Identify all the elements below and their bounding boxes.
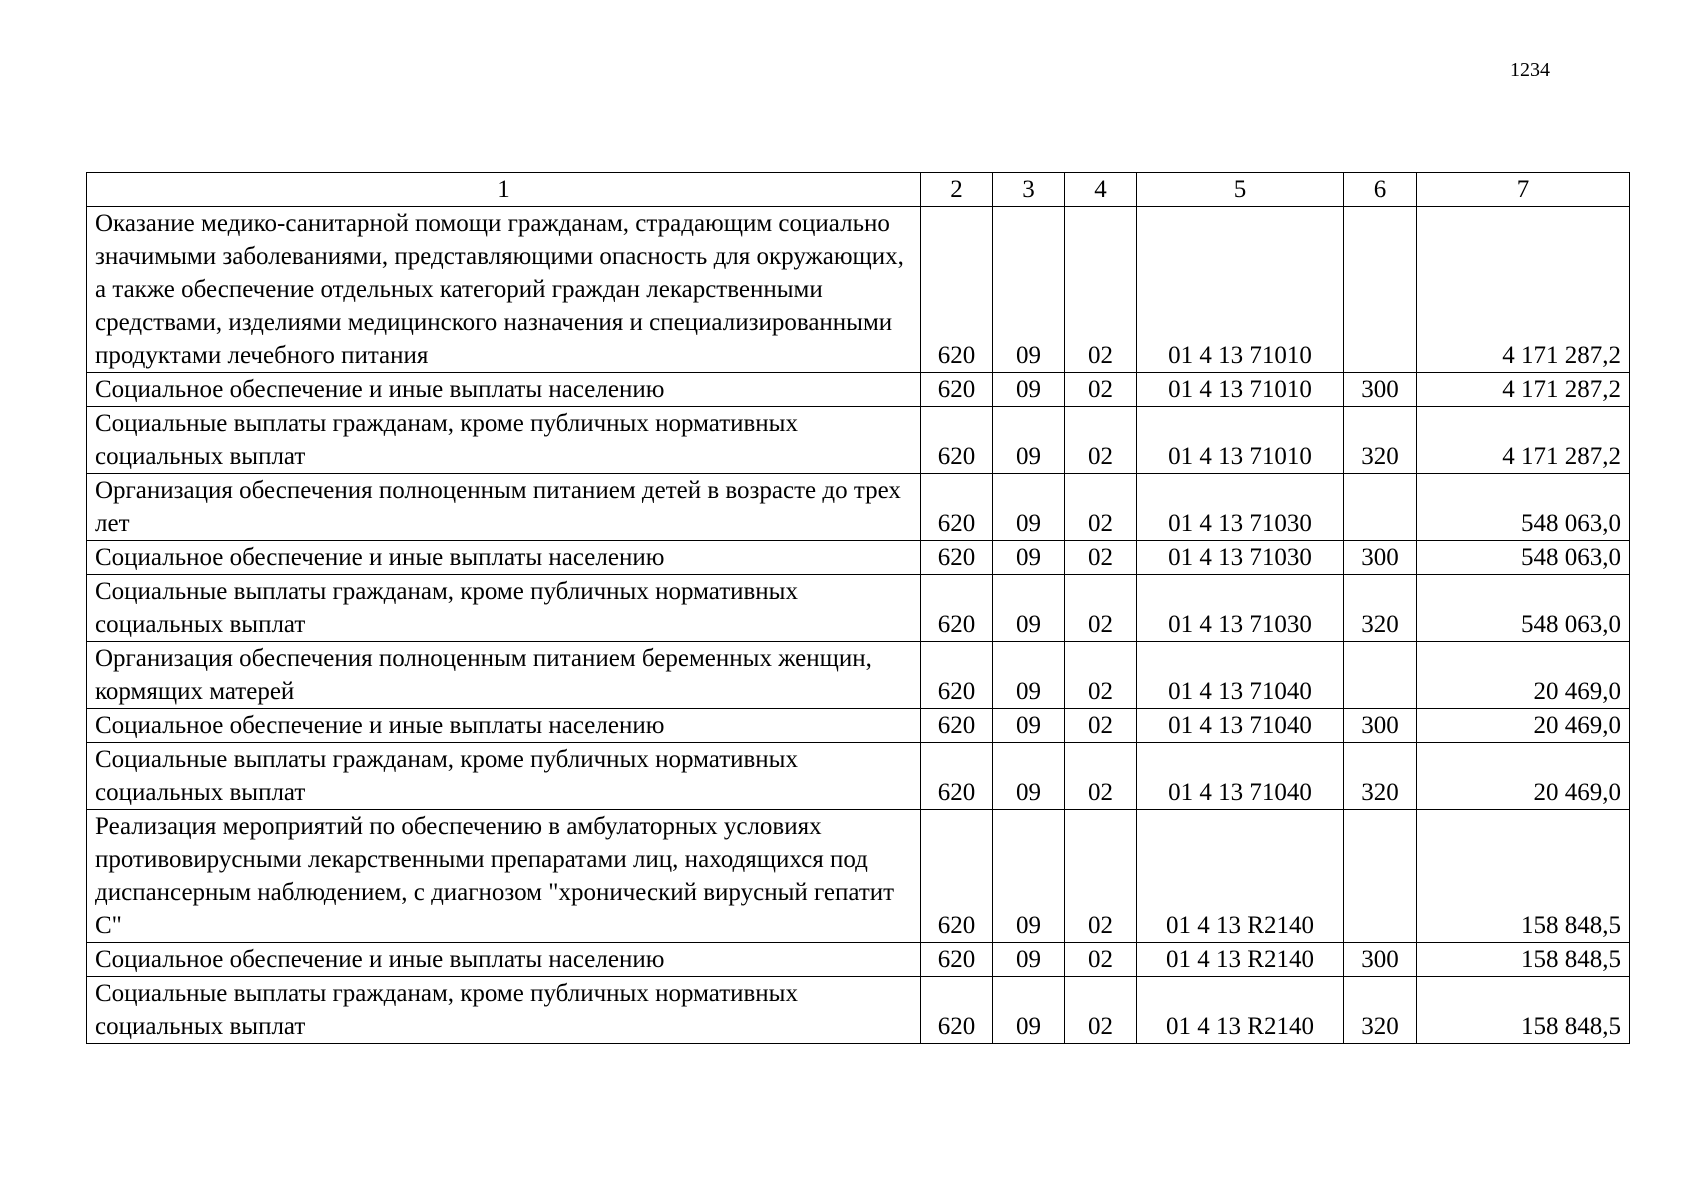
row-name: Социальные выплаты гражданам, кроме публичных нормативных социальных выплат [87, 743, 921, 810]
cell-col3: 09 [993, 810, 1065, 943]
cell-col3: 09 [993, 207, 1065, 373]
cell-col3: 09 [993, 575, 1065, 642]
cell-col4: 02 [1065, 207, 1137, 373]
cell-col3: 09 [993, 943, 1065, 977]
cell-col5: 01 4 13 71010 [1137, 373, 1344, 407]
cell-col3: 09 [993, 541, 1065, 575]
cell-col6: 320 [1344, 407, 1417, 474]
cell-col5: 01 4 13 71030 [1137, 575, 1344, 642]
cell-col2: 620 [921, 943, 993, 977]
cell-col5: 01 4 13 71010 [1137, 207, 1344, 373]
column-header-7: 7 [1417, 173, 1630, 207]
cell-col5: 01 4 13 71040 [1137, 709, 1344, 743]
cell-col6: 320 [1344, 575, 1417, 642]
table-row [87, 407, 1630, 474]
column-header-3: 3 [993, 173, 1065, 207]
cell-col7: 158 848,5 [1417, 943, 1630, 977]
cell-col4: 02 [1065, 541, 1137, 575]
table-row [87, 709, 1630, 743]
cell-col7: 548 063,0 [1417, 474, 1630, 541]
cell-col6: 300 [1344, 709, 1417, 743]
cell-col7: 548 063,0 [1417, 575, 1630, 642]
column-header-5: 5 [1137, 173, 1344, 207]
cell-col7: 20 469,0 [1417, 743, 1630, 810]
table-row [87, 541, 1630, 575]
cell-col4: 02 [1065, 743, 1137, 810]
cell-col2: 620 [921, 810, 993, 943]
cell-col5: 01 4 13 71040 [1137, 743, 1344, 810]
cell-col5: 01 4 13 71030 [1137, 541, 1344, 575]
row-name: Организация обеспечения полноценным питанием детей в возрасте до трех лет [87, 474, 921, 541]
cell-col3: 09 [993, 474, 1065, 541]
cell-col2: 620 [921, 407, 993, 474]
table-row [87, 743, 1630, 810]
column-header-1: 1 [87, 173, 921, 207]
header-row [87, 173, 1630, 207]
cell-col7: 158 848,5 [1417, 977, 1630, 1044]
cell-col4: 02 [1065, 709, 1137, 743]
cell-col2: 620 [921, 373, 993, 407]
row-name: Организация обеспечения полноценным питанием беременных женщин, кормящих матерей [87, 642, 921, 709]
table-row [87, 977, 1630, 1044]
table-row [87, 943, 1630, 977]
cell-col4: 02 [1065, 810, 1137, 943]
cell-col6: 300 [1344, 373, 1417, 407]
cell-col7: 20 469,0 [1417, 709, 1630, 743]
cell-col3: 09 [993, 743, 1065, 810]
cell-col5: 01 4 13 R2140 [1137, 977, 1344, 1044]
table-row [87, 575, 1630, 642]
cell-col3: 09 [993, 977, 1065, 1044]
cell-col3: 09 [993, 373, 1065, 407]
cell-col3: 09 [993, 407, 1065, 474]
table-row [87, 207, 1630, 373]
row-name: Социальные выплаты гражданам, кроме публичных нормативных социальных выплат [87, 977, 921, 1044]
cell-col4: 02 [1065, 642, 1137, 709]
table-row [87, 373, 1630, 407]
cell-col7: 4 171 287,2 [1417, 373, 1630, 407]
column-header-6: 6 [1344, 173, 1417, 207]
column-header-2: 2 [921, 173, 993, 207]
cell-col4: 02 [1065, 474, 1137, 541]
cell-col7: 548 063,0 [1417, 541, 1630, 575]
cell-col5: 01 4 13 R2140 [1137, 943, 1344, 977]
cell-col2: 620 [921, 709, 993, 743]
cell-col4: 02 [1065, 943, 1137, 977]
cell-col4: 02 [1065, 407, 1137, 474]
table-row [87, 810, 1630, 943]
budget-table [86, 172, 1630, 1044]
row-name: Социальное обеспечение и иные выплаты населению [87, 943, 921, 977]
cell-col6: 300 [1344, 541, 1417, 575]
cell-col6: 300 [1344, 943, 1417, 977]
cell-col4: 02 [1065, 977, 1137, 1044]
cell-col2: 620 [921, 541, 993, 575]
cell-col7: 20 469,0 [1417, 642, 1630, 709]
cell-col2: 620 [921, 743, 993, 810]
cell-col3: 09 [993, 642, 1065, 709]
cell-col4: 02 [1065, 373, 1137, 407]
table-header [87, 173, 1630, 207]
cell-col2: 620 [921, 207, 993, 373]
cell-col5: 01 4 13 R2140 [1137, 810, 1344, 943]
cell-col4: 02 [1065, 575, 1137, 642]
cell-col7: 158 848,5 [1417, 810, 1630, 943]
table-row [87, 474, 1630, 541]
cell-col7: 4 171 287,2 [1417, 407, 1630, 474]
cell-col6 [1344, 207, 1417, 373]
cell-col5: 01 4 13 71040 [1137, 642, 1344, 709]
cell-col2: 620 [921, 642, 993, 709]
cell-col6: 320 [1344, 977, 1417, 1044]
cell-col7: 4 171 287,2 [1417, 207, 1630, 373]
page-number: 1234 [1510, 59, 1550, 81]
cell-col6 [1344, 642, 1417, 709]
row-name: Социальное обеспечение и иные выплаты населению [87, 373, 921, 407]
row-name: Социальное обеспечение и иные выплаты населению [87, 709, 921, 743]
row-name: Социальные выплаты гражданам, кроме публичных нормативных социальных выплат [87, 407, 921, 474]
column-header-4: 4 [1065, 173, 1137, 207]
row-name: Оказание медико-санитарной помощи гражданам, страдающим социально значимыми заболеваниями, представляющими опасность для окружающих, а также обеспечение отдельных категорий граждан лекарственными средствами, изделиями медицинского назначения и специализированными продуктами лечебного питания [87, 207, 921, 373]
cell-col2: 620 [921, 575, 993, 642]
cell-col5: 01 4 13 71030 [1137, 474, 1344, 541]
cell-col6: 320 [1344, 743, 1417, 810]
cell-col3: 09 [993, 709, 1065, 743]
row-name: Социальные выплаты гражданам, кроме публичных нормативных социальных выплат [87, 575, 921, 642]
cell-col2: 620 [921, 474, 993, 541]
cell-col5: 01 4 13 71010 [1137, 407, 1344, 474]
row-name: Реализация мероприятий по обеспечению в амбулаторных условиях противовирусными лекарственными препаратами лиц, находящихся под диспансерным наблюдением, с диагнозом "хронический вирусный гепатит С" [87, 810, 921, 943]
cell-col6 [1344, 810, 1417, 943]
table-body [87, 207, 1630, 1044]
cell-col2: 620 [921, 977, 993, 1044]
table-row [87, 642, 1630, 709]
cell-col6 [1344, 474, 1417, 541]
row-name: Социальное обеспечение и иные выплаты населению [87, 541, 921, 575]
